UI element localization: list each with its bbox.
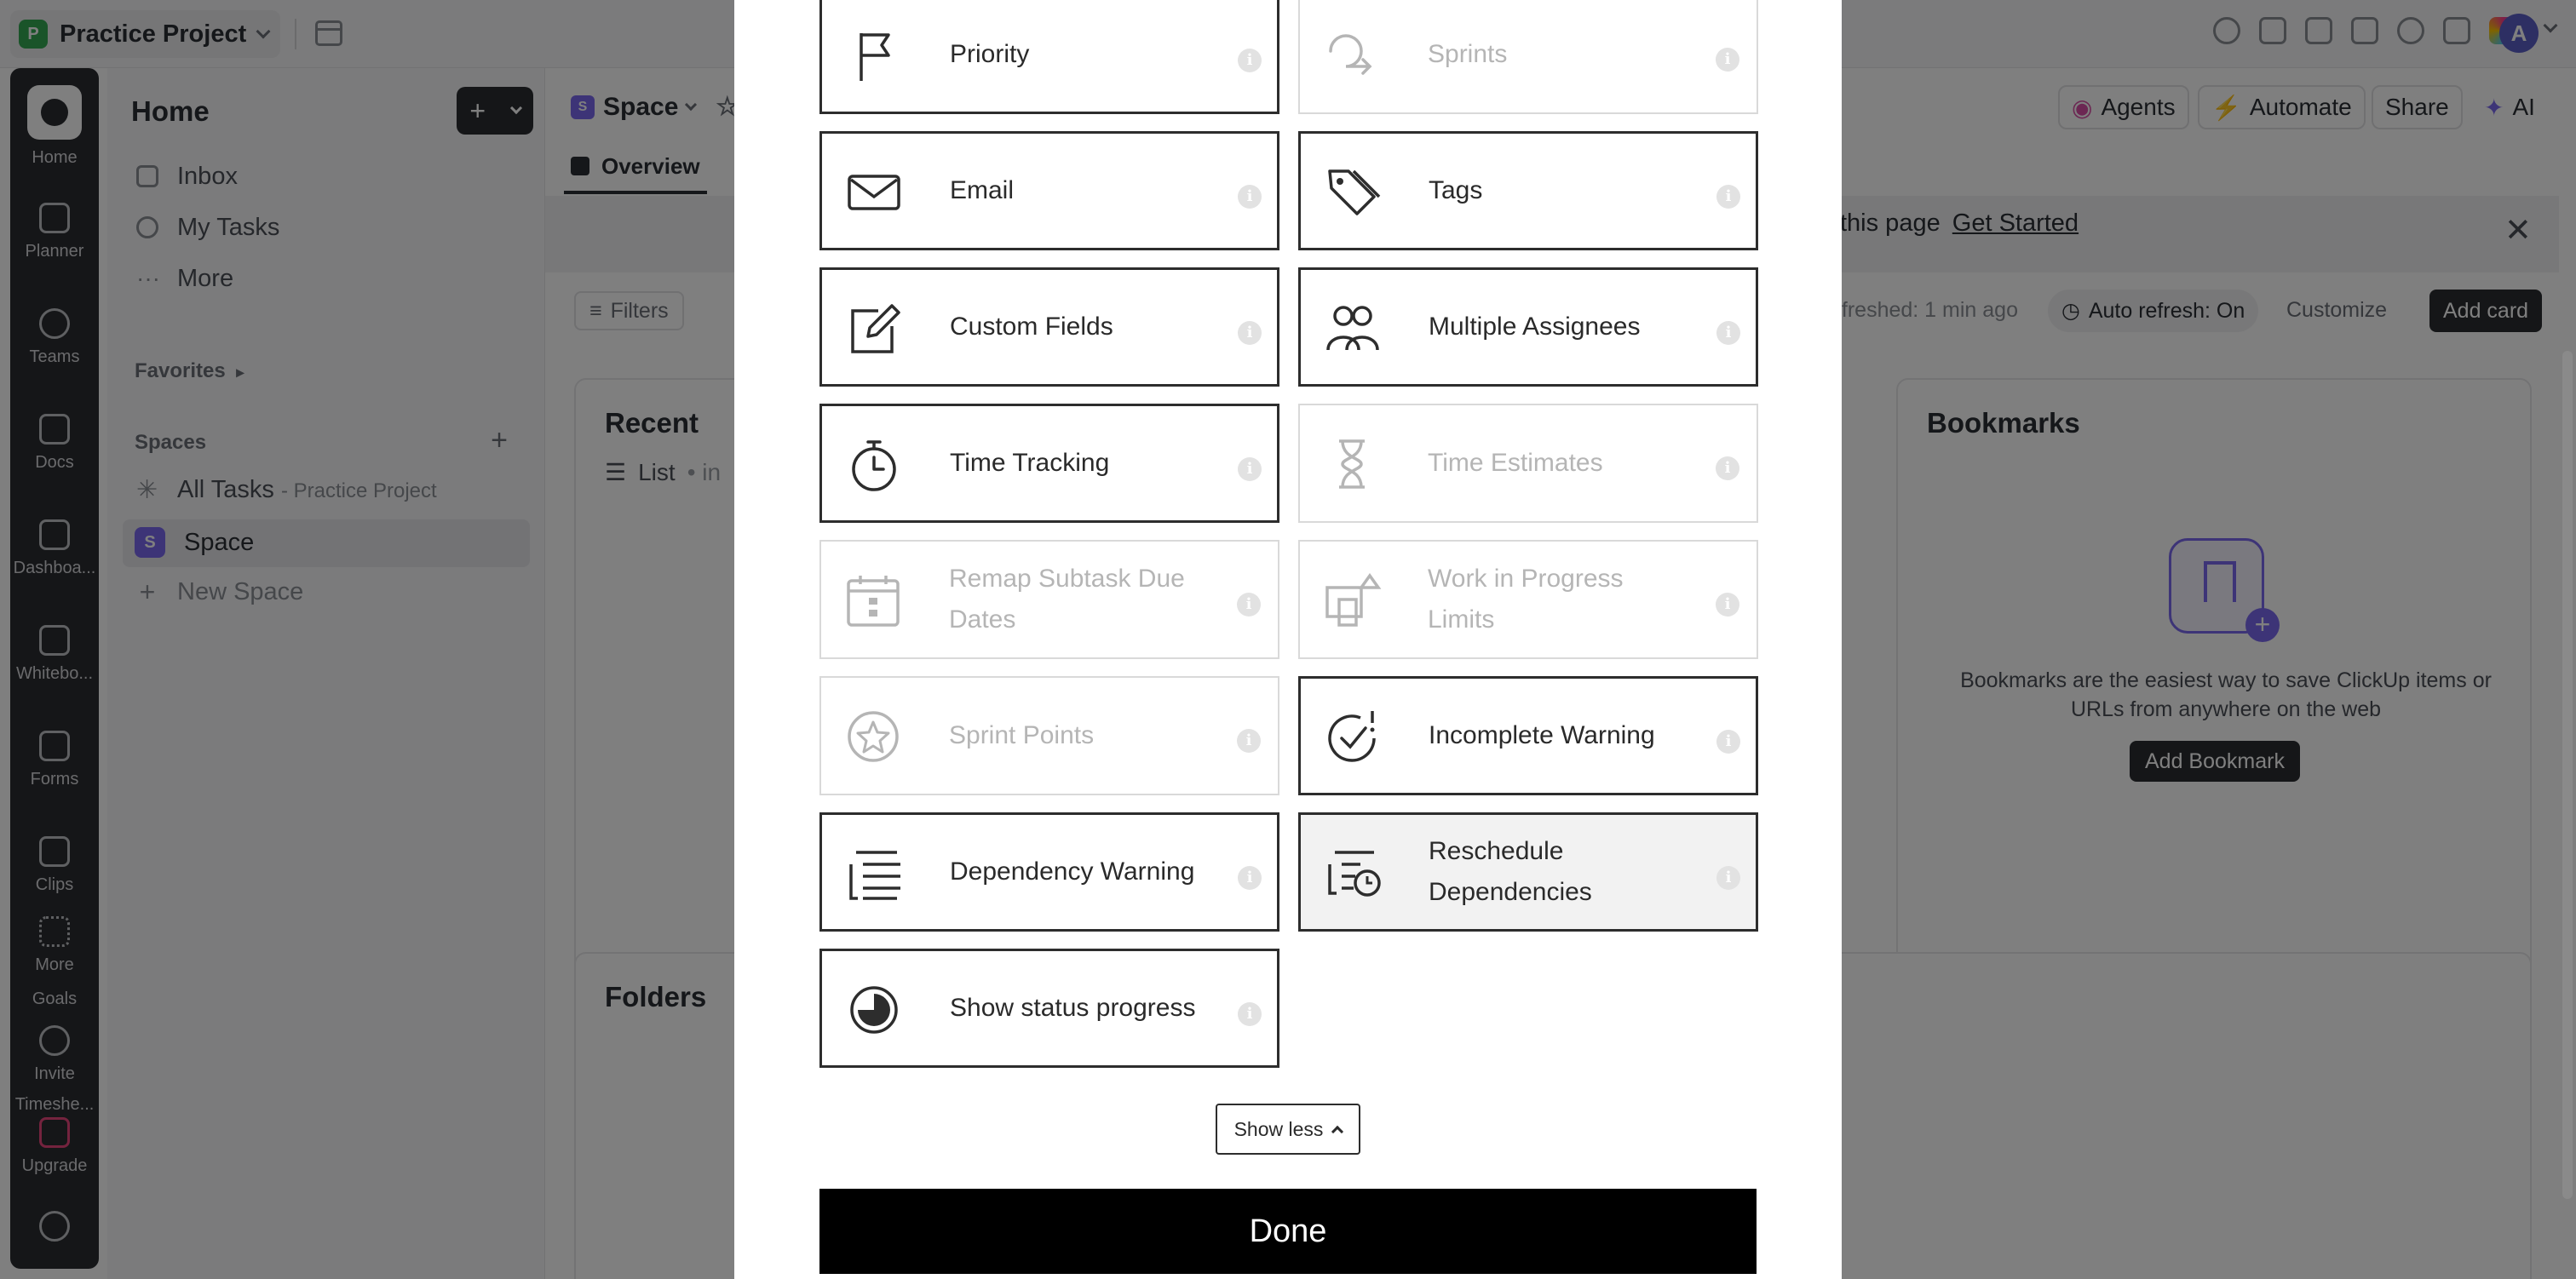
info-icon[interactable]: i — [1716, 48, 1739, 72]
tile-custom-fields[interactable] — [819, 267, 1279, 387]
tile-label: Incomplete Warning — [1429, 721, 1655, 749]
show-less-button[interactable] — [1216, 1104, 1360, 1155]
tile-label: Tags — [1429, 176, 1483, 204]
dependency-icon — [844, 844, 904, 903]
info-icon[interactable]: i — [1238, 866, 1262, 890]
tile-incomplete-warning[interactable] — [1298, 676, 1758, 795]
info-icon[interactable]: i — [1238, 321, 1262, 345]
info-icon[interactable]: i — [1238, 49, 1262, 72]
tile-multiple-assignees[interactable] — [1298, 267, 1758, 387]
info-icon[interactable]: i — [1716, 593, 1739, 617]
info-icon[interactable]: i — [1238, 457, 1262, 481]
tile-reschedule-dependencies[interactable] — [1298, 812, 1758, 932]
wip-limits-icon — [1322, 571, 1382, 630]
info-icon[interactable]: i — [1716, 321, 1740, 345]
info-icon[interactable]: i — [1716, 185, 1740, 209]
tile-time-tracking[interactable] — [819, 404, 1279, 523]
tile-work-in-progress-limits[interactable] — [1298, 540, 1758, 659]
sprint-icon — [1322, 26, 1382, 85]
tile-label: Time Tracking — [950, 449, 1110, 477]
tile-email[interactable] — [819, 131, 1279, 250]
info-icon[interactable]: i — [1716, 730, 1740, 754]
flag-icon — [844, 26, 904, 86]
tile-label: Remap Subtask Due Dates — [949, 565, 1185, 634]
tile-label: Sprints — [1428, 40, 1508, 68]
tile-label: Custom Fields — [950, 313, 1113, 341]
envelope-icon — [844, 163, 904, 222]
chevron-up-icon — [1331, 1126, 1343, 1138]
tile-label: Sprint Points — [949, 721, 1095, 749]
info-icon[interactable]: i — [1237, 729, 1261, 753]
tile-label: Time Estimates — [1428, 449, 1603, 477]
users-icon — [1323, 299, 1383, 358]
tile-tags[interactable] — [1298, 131, 1758, 250]
info-icon[interactable]: i — [1237, 593, 1261, 617]
scrollbar-thumb[interactable] — [2562, 351, 2573, 1199]
progress-pie-icon — [844, 980, 904, 1040]
info-icon[interactable]: i — [1716, 866, 1740, 890]
tile-sprint-points[interactable] — [819, 676, 1279, 795]
clickapps-modal — [734, 0, 1842, 1279]
tile-label: Multiple Assignees — [1429, 313, 1641, 341]
info-icon[interactable]: i — [1716, 456, 1739, 480]
reschedule-icon — [1323, 844, 1383, 903]
info-icon[interactable]: i — [1238, 1002, 1262, 1026]
hourglass-icon — [1322, 434, 1382, 494]
tile-time-estimates[interactable] — [1298, 404, 1758, 523]
calendar-remap-icon — [843, 571, 903, 630]
tile-remap-subtask-due-dates[interactable] — [819, 540, 1279, 659]
tile-dependency-warning[interactable] — [819, 812, 1279, 932]
tile-label: Email — [950, 176, 1015, 204]
star-icon — [843, 707, 903, 766]
tile-show-status-progress[interactable] — [819, 949, 1279, 1068]
info-icon[interactable]: i — [1238, 185, 1262, 209]
tile-label: Priority — [950, 40, 1030, 68]
tile-label: Dependency Warning — [950, 857, 1195, 886]
tile-priority[interactable] — [819, 0, 1279, 114]
edit-icon — [844, 299, 904, 358]
show-less-label: Show less — [1233, 1117, 1324, 1140]
tags-icon — [1323, 163, 1383, 222]
check-warning-icon — [1323, 708, 1383, 767]
tile-sprints[interactable] — [1298, 0, 1758, 114]
stopwatch-icon — [844, 435, 904, 495]
tile-label: Show status progress — [950, 994, 1196, 1022]
tile-label: Work in Progress Limits — [1428, 565, 1624, 634]
done-button[interactable]: Done — [819, 1189, 1757, 1274]
tile-label: Reschedule Dependencies — [1429, 837, 1592, 906]
